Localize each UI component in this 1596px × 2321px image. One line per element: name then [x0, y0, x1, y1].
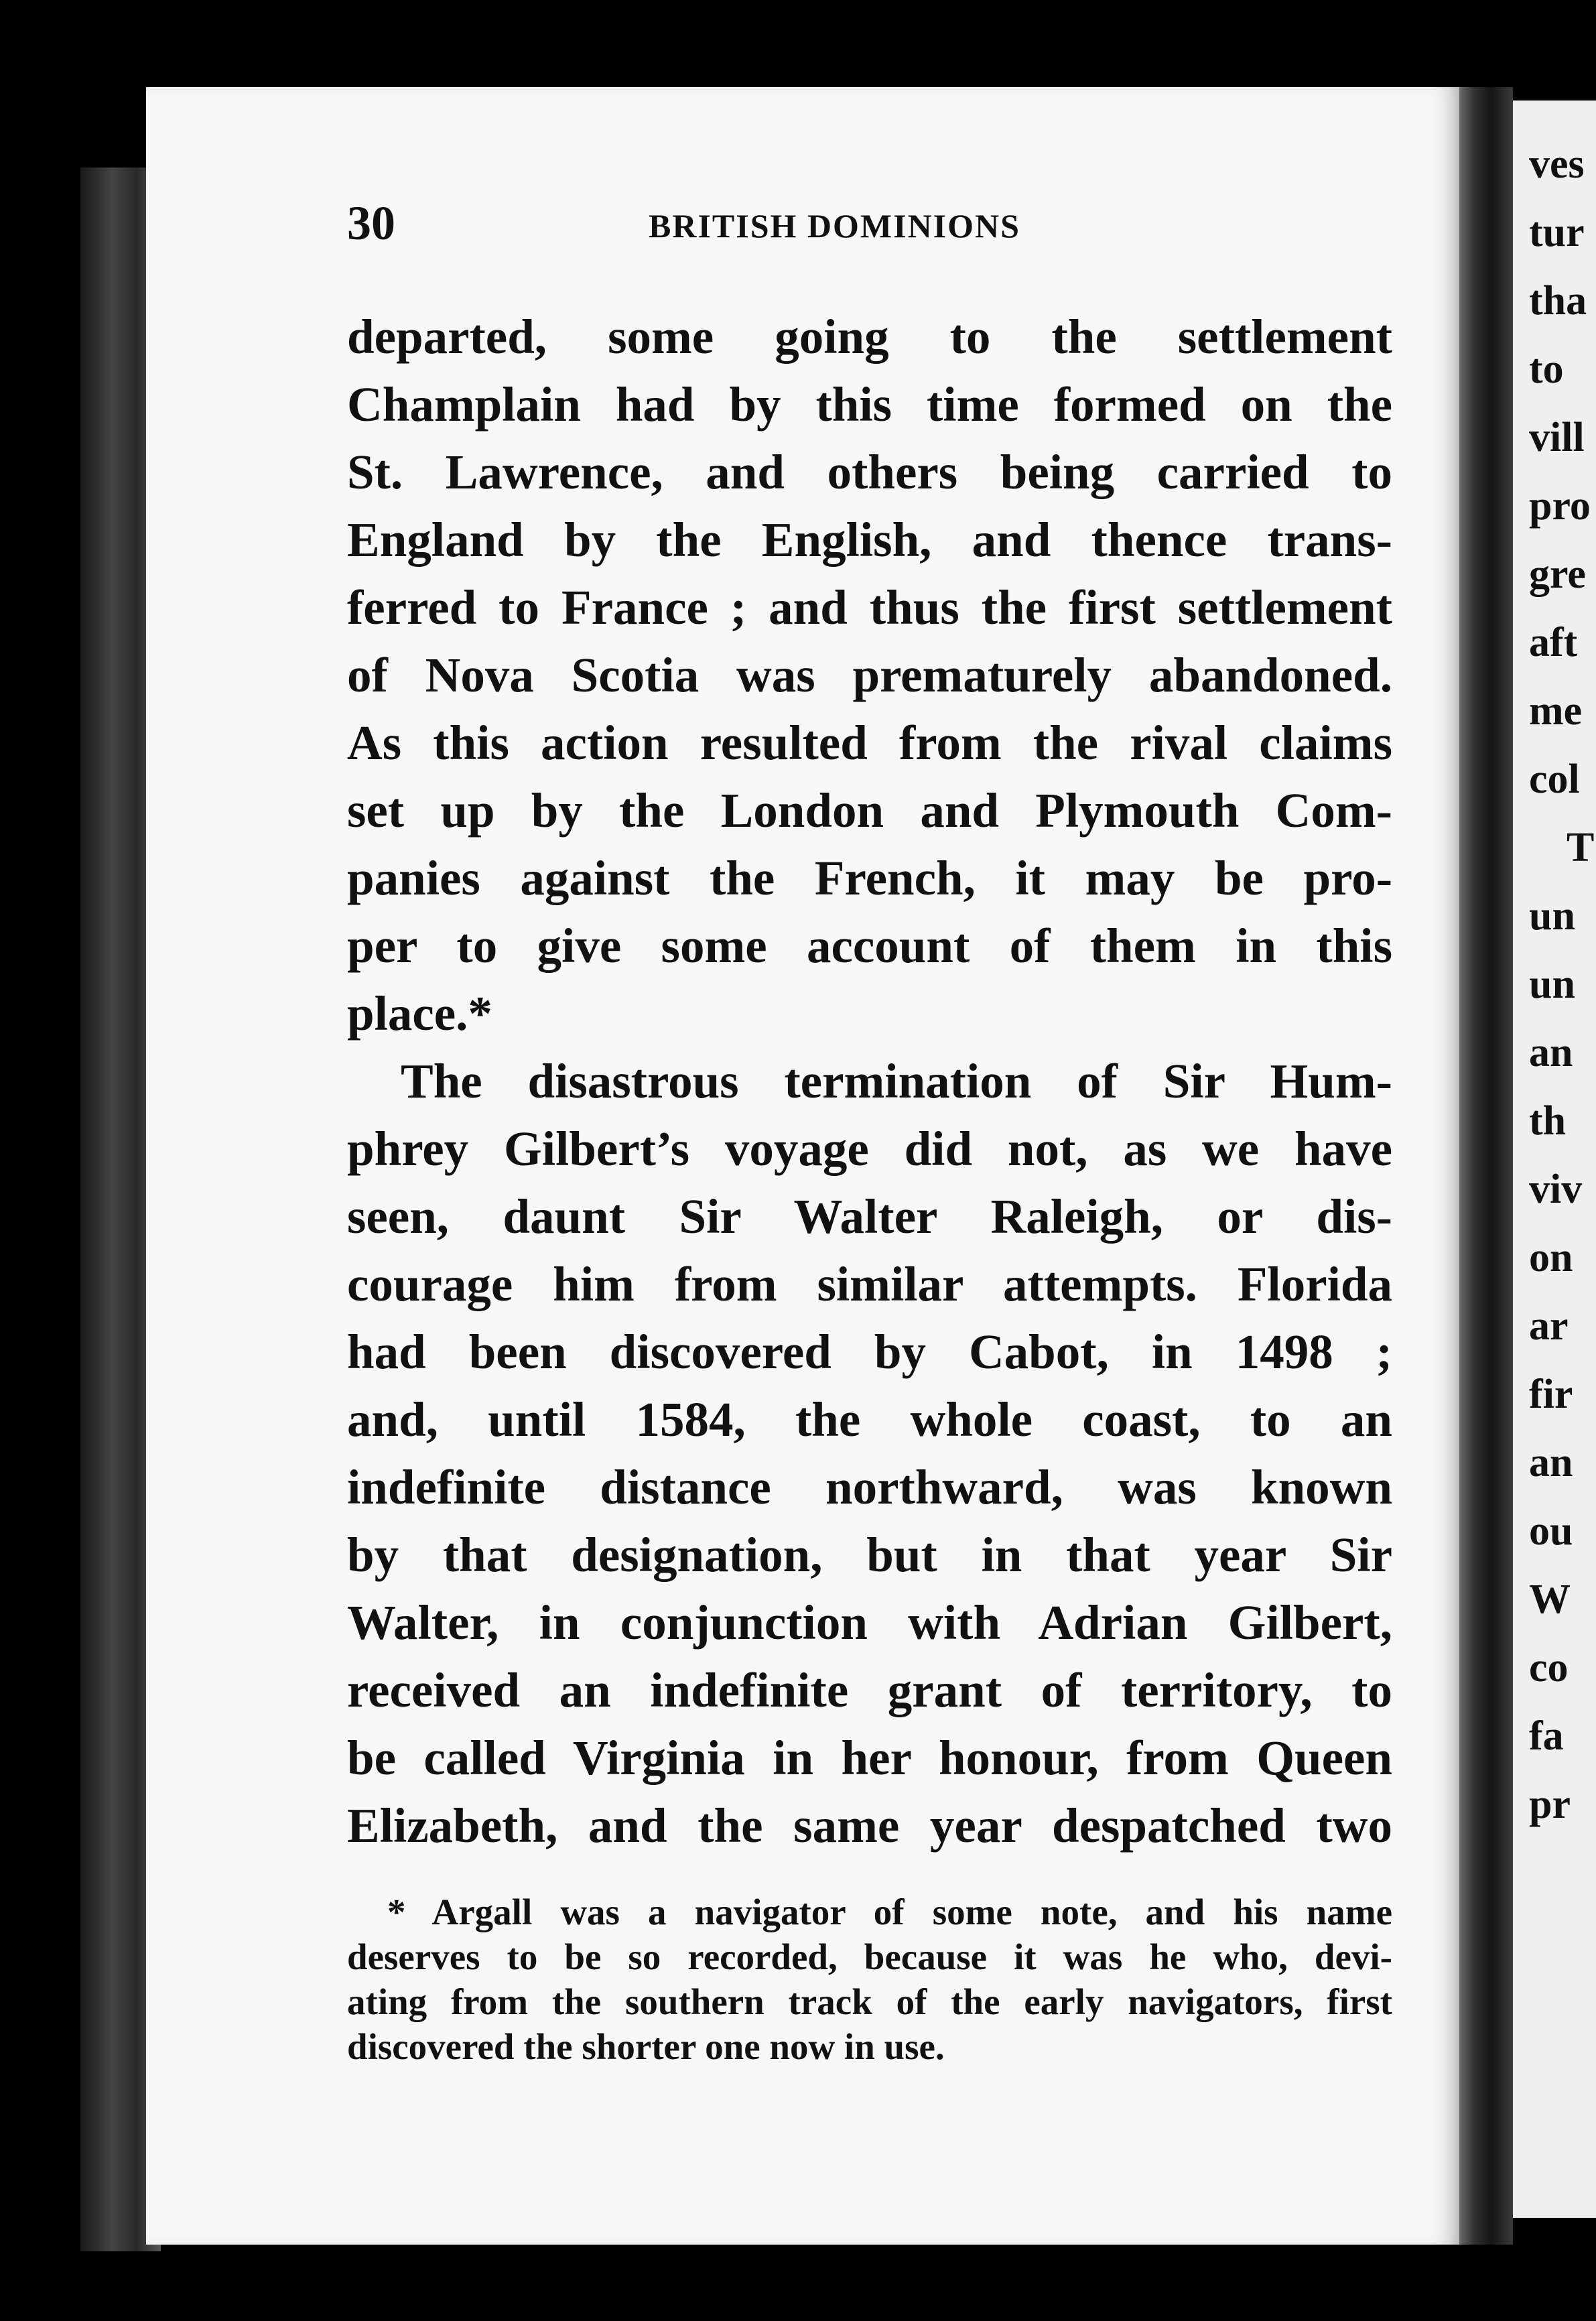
- next-page-fragment: fir: [1529, 1372, 1573, 1417]
- text-line: set up by the London and Plymouth Com-: [347, 783, 1392, 838]
- text-line: and, until 1584, the whole coast, to an: [347, 1392, 1392, 1447]
- next-page-fragment: pr: [1529, 1782, 1571, 1827]
- page-header: [347, 196, 1392, 249]
- book-gutter: [1459, 87, 1513, 2245]
- footnote-line: deserves to be so recorded, because it was he who, devi-: [347, 1936, 1392, 1977]
- text-line: of Nova Scotia was prematurely abandoned.: [347, 648, 1392, 702]
- text-line: England by the English, and thence trans-: [347, 513, 1392, 567]
- next-page-fragment: un: [1529, 893, 1575, 939]
- text-line: per to give some account of them in this: [347, 919, 1392, 973]
- text-line: place.*: [347, 986, 492, 1041]
- text-line: Walter, in conjunction with Adrian Gilbert,: [347, 1595, 1392, 1650]
- next-page-fragment: ar: [1529, 1303, 1569, 1349]
- next-page-fragment: col: [1529, 756, 1580, 802]
- next-page-fragment: fa: [1529, 1713, 1564, 1759]
- text-line: The disastrous termination of Sir Hum-: [401, 1054, 1392, 1108]
- text-line: Elizabeth, and the same year despatched two: [347, 1798, 1392, 1853]
- text-line: had been discovered by Cabot, in 1498 ;: [347, 1325, 1392, 1379]
- body-text: [347, 303, 1392, 1859]
- next-page-fragment: pro: [1529, 483, 1591, 529]
- text-line: courage him from similar attempts. Florida: [347, 1257, 1392, 1311]
- next-page-fragment: on: [1529, 1235, 1573, 1280]
- text-line: received an indefinite grant of territory, to: [347, 1663, 1392, 1717]
- next-page-fragment: me: [1529, 688, 1583, 734]
- text-line: As this action resulted from the rival claims: [347, 716, 1392, 770]
- footnote: [347, 1889, 1392, 2069]
- text-line: by that designation, but in that year Sir: [347, 1528, 1392, 1582]
- next-page-fragment: tha: [1529, 278, 1587, 324]
- next-page-fragment: co: [1529, 1645, 1569, 1690]
- text-line: departed, some going to the settlement: [347, 310, 1392, 364]
- next-page-fragment: aft: [1529, 620, 1578, 665]
- next-page-fragment: an: [1529, 1030, 1573, 1075]
- text-line: indefinite distance northward, was known: [347, 1460, 1392, 1514]
- text-line: St. Lawrence, and others being carried to: [347, 445, 1392, 499]
- footnote-line: * Argall was a navigator of some note, and his name: [387, 1892, 1392, 1932]
- next-page-fragment: to: [1529, 346, 1564, 392]
- text-line: panies against the French, it may be pro-: [347, 851, 1392, 905]
- next-page-fragment: T: [1567, 825, 1595, 870]
- running-head: BRITISH DOMINIONS: [649, 207, 1020, 245]
- next-page-fragment: an: [1529, 1440, 1573, 1485]
- text-line: be called Virginia in her honour, from Queen: [347, 1731, 1392, 1785]
- next-page-fragment: ves: [1529, 141, 1585, 187]
- next-page-fragment: tur: [1529, 210, 1585, 255]
- text-line: seen, daunt Sir Walter Raleigh, or dis-: [347, 1189, 1392, 1244]
- page-number: 30: [347, 196, 395, 250]
- footnote-line: discovered the shorter one now in use.: [347, 2026, 945, 2067]
- next-page-fragment: vill: [1529, 415, 1585, 460]
- text-line: phrey Gilbert’s voyage did not, as we have: [347, 1122, 1392, 1176]
- next-page-fragment: W: [1529, 1577, 1571, 1622]
- next-page-edge: [1513, 101, 1596, 2218]
- next-page-fragment: ou: [1529, 1508, 1573, 1554]
- footnote-line: ating from the southern track of the early navigators, first: [347, 1981, 1392, 2022]
- next-page-fragment: viv: [1529, 1167, 1583, 1212]
- next-page-fragment: gre: [1529, 551, 1586, 597]
- text-line: Champlain had by this time formed on the: [347, 377, 1392, 432]
- next-page-fragment: th: [1529, 1098, 1567, 1144]
- text-line: ferred to France ; and thus the first settlement: [347, 580, 1392, 635]
- next-page-fragment: un: [1529, 961, 1575, 1007]
